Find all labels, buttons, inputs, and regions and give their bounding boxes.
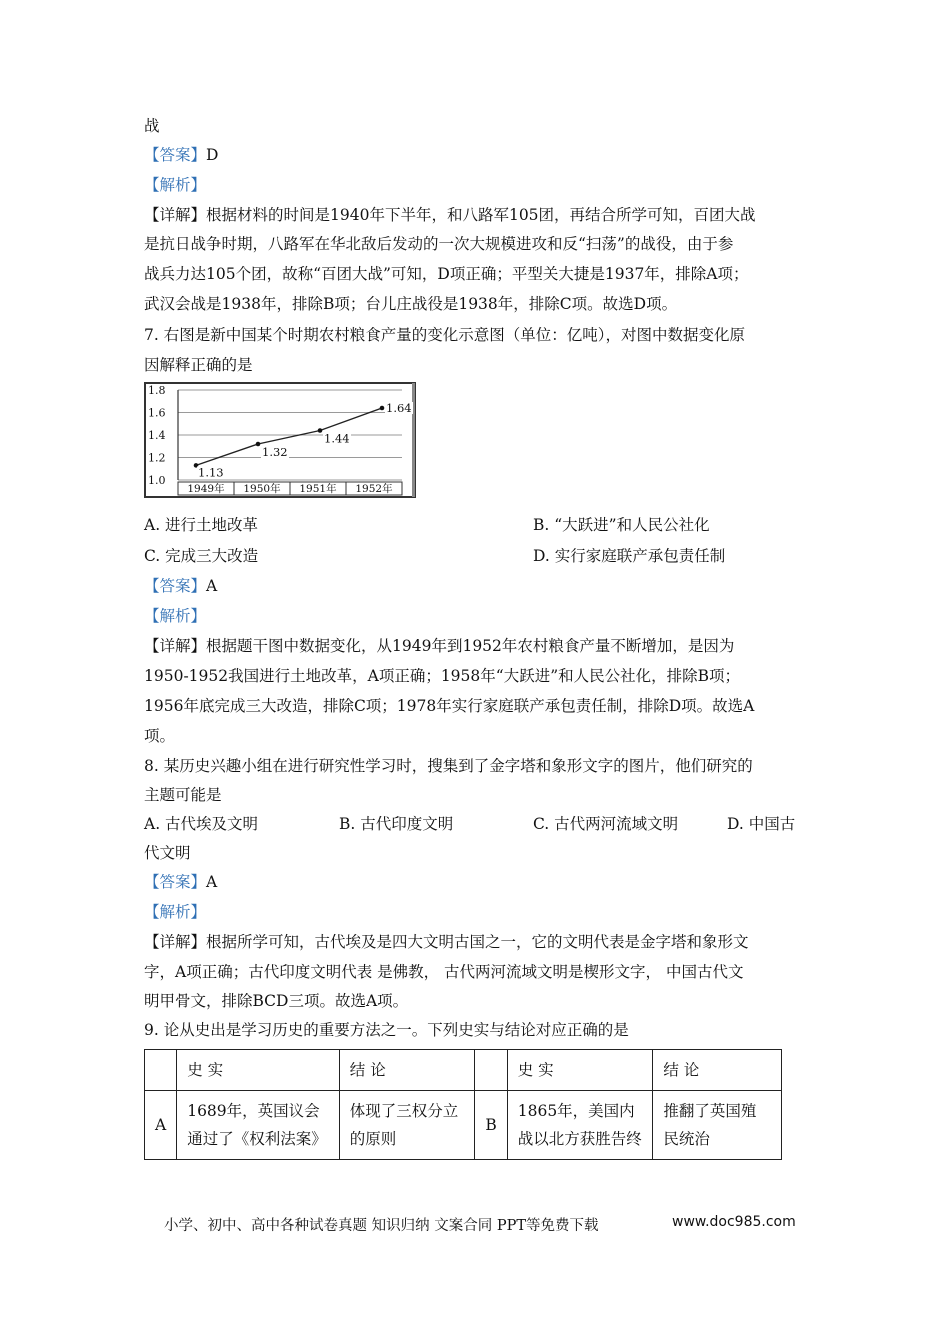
x-tick-label: 1951年	[299, 483, 337, 495]
table-row	[145, 1091, 782, 1160]
footer-text: 小学、初中、高中各种试卷真题 知识归纳 文案合同 PPT等免费下载	[164, 1218, 599, 1234]
detail-text: 根据所学可知，古代埃及是四大文明古国之一，它的文明代表是金字塔和象形文	[206, 933, 749, 951]
q8-analysis-tag: 【解析】	[144, 903, 207, 921]
q7-detail-line: 1950-1952我国进行土地改革，A项正确；1958年“大跃进”和人民公社化，排除B项；	[144, 667, 741, 685]
data-label: 1.64	[386, 401, 412, 415]
q6-answer	[144, 145, 218, 165]
detail-tag: 【详解】	[144, 933, 207, 951]
q6-detail-line: 是抗日战争时期，八路军在华北敌后发动的一次大规模进攻和反“扫荡”的战役，由于参	[144, 235, 734, 253]
q7-detail-line	[144, 636, 734, 656]
answer-tag: 【答案】	[144, 873, 207, 891]
grain-output-chart	[144, 382, 416, 498]
table-header-cell: 结 论	[339, 1050, 475, 1091]
y-tick-label: 1.6	[148, 406, 166, 420]
q7-option-c: C. 完成三大改造	[144, 547, 259, 565]
detail-text: 根据材料的时间是1940年下半年，和八路军105团，再结合所学可知，百团大战	[206, 206, 756, 224]
data-label: 1.44	[324, 431, 350, 446]
option-label-cell: A	[145, 1091, 177, 1160]
table-header-cell: 结 论	[653, 1050, 782, 1091]
answer-value: A	[206, 577, 218, 595]
q8-option-d: D. 中国古	[727, 815, 796, 833]
q8-option-b: B. 古代印度文明	[339, 815, 454, 833]
q7-answer	[144, 576, 217, 596]
q6-analysis-tag: 【解析】	[144, 176, 207, 194]
q8-option-c: C. 古代两河流域文明	[533, 815, 679, 833]
detail-tag: 【详解】	[144, 637, 207, 655]
answer-tag: 【答案】	[144, 577, 207, 595]
q7-option-d: D. 实行家庭联产承包责任制	[533, 547, 726, 565]
answer-value: D	[206, 146, 219, 164]
q8-detail-line: 明甲骨文，排除BCD三项。故选A项。	[144, 992, 409, 1010]
page-footer	[164, 1214, 796, 1235]
q8-option-a: A. 古代埃及文明	[144, 815, 259, 833]
q7-stem-line: 因解释正确的是	[144, 356, 253, 374]
q8-detail-line	[144, 932, 749, 952]
data-point	[256, 442, 261, 447]
y-tick-label: 1.0	[148, 474, 166, 487]
q8-option-d-continued: 代文明	[144, 844, 191, 862]
q6-detail-line: 战兵力达105个团，故称“百团大战”可知，D项正确；平型关大捷是1937年，排除A项；	[144, 265, 749, 283]
q6-detail-line	[144, 205, 756, 225]
footer-url: www.doc985.com	[672, 1214, 796, 1230]
fact-cell: 1865年，美国内战以北方获胜告终	[507, 1091, 653, 1160]
conclusion-cell: 体现了三权分立的原则	[339, 1091, 475, 1160]
q7-option-b: B. “大跃进”和人民公社化	[533, 516, 710, 534]
conclusion-cell: 推翻了英国殖民统治	[653, 1091, 782, 1160]
q9-stem: 9. 论从史出是学习历史的重要方法之一。下列史实与结论对应正确的是	[144, 1021, 629, 1039]
q8-stem-line: 8. 某历史兴趣小组在进行研究性学习时，搜集到了金字塔和象形文字的图片，他们研究的	[144, 757, 753, 775]
answer-tag: 【答案】	[144, 146, 207, 164]
table-header-row	[145, 1050, 782, 1091]
table-header-cell	[475, 1050, 507, 1091]
y-tick-label: 1.2	[148, 451, 166, 465]
table-header-cell: 史 实	[507, 1050, 653, 1091]
table-header-cell	[145, 1050, 177, 1091]
x-tick-label: 1950年	[243, 483, 281, 495]
option-label-cell: B	[475, 1091, 507, 1160]
q8-detail-line: 字，A项正确；古代印度文明代表 是佛教， 古代两河流域文明是楔形文字， 中国古代文	[144, 963, 744, 981]
detail-tag: 【详解】	[144, 206, 207, 224]
q6-tail-line: 战	[144, 117, 160, 135]
q7-option-a: A. 进行土地改革	[144, 516, 259, 534]
q7-analysis-tag: 【解析】	[144, 607, 207, 625]
table-header-cell: 史 实	[177, 1050, 340, 1091]
data-label: 1.32	[262, 445, 288, 459]
fact-cell: 1689年，英国议会通过了《权利法案》	[177, 1091, 340, 1160]
q7-stem-line: 7. 右图是新中国某个时期农村粮食产量的变化示意图（单位：亿吨），对图中数据变化原	[144, 326, 745, 344]
x-tick-label: 1949年	[187, 483, 225, 495]
data-point	[318, 428, 323, 433]
answer-value: A	[206, 873, 218, 891]
q7-detail-line: 1956年底完成三大改造，排除C项；1978年实行家庭联产承包责任制，排除D项。故选A	[144, 697, 755, 715]
q8-answer	[144, 872, 217, 892]
q7-detail-line: 项。	[144, 727, 176, 745]
detail-text: 根据题干图中数据变化，从1949年到1952年农村粮食产量不断增加，是因为	[206, 637, 735, 655]
data-point	[380, 406, 385, 411]
data-label: 1.13	[198, 465, 224, 480]
chart-frame-shadow	[412, 383, 415, 497]
y-tick-label: 1.4	[148, 429, 166, 442]
q8-stem-line: 主题可能是	[144, 786, 222, 804]
q9-table	[144, 1049, 782, 1160]
y-tick-label: 1.8	[148, 384, 166, 397]
q6-detail-line: 武汉会战是1938年，排除B项；台儿庄战役是1938年，排除C项。故选D项。	[144, 295, 678, 313]
x-tick-label: 1952年	[355, 483, 393, 495]
